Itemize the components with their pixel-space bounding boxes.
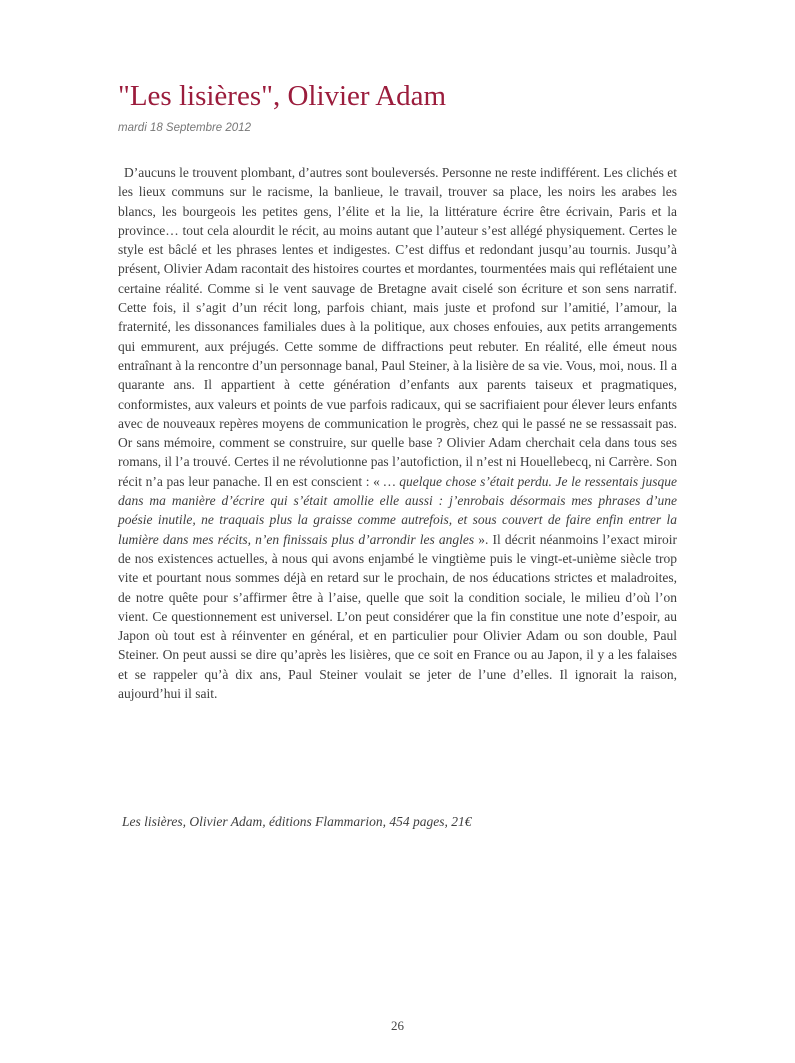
article-date: mardi 18 Septembre 2012 (118, 122, 251, 134)
article-body (118, 163, 677, 703)
book-credits: Les lisières, Olivier Adam, éditions Flammarion, 454 pages, 21€ (122, 814, 472, 829)
body-intro: D’aucuns le trouvent plombant, d’autres sont bouleversés. Personne ne reste indifférent. Les clichés et les lieux communs sur le racisme, la banlieue, le travail, trouver sa place, les noirs les arabes les blancs, les bourgeois les petites gens, l’élite et la lie, la littérature écrire être écrivain, Paris et la province… tout cela alourdit le récit, au moins autant que l’auteur s’est allégé physiquement. Certes le style est bâclé et les phrases lentes et indigestes. C’est diffus et redondant jusqu’au tournis. Jusqu’à présent, Olivier Adam racontait des histoires courtes et mordantes, tourmentées mais qui reflétaient une certaine réalité. Comme si le vent sauvage de Bretagne avait ciselé son écriture et son sens narratif. Cette fois, il s’agit d’un récit long, parfois chiant, mais juste et profond sur l’amitié, l’amour, la fraternité, les dissonances familiales dues à la politique, aux choses enfouies, aux petits arrangements qui emmurent, aux préjugés. Cette somme de diffractions peut rebuter. En réalité, elle émeut nous entraînant à la rencontre d’un personnage banal, Paul Steiner, à la lisière de sa vie. Vous, moi, nous. Il a quarante ans. Il appartient à cette génération d’enfants aux parents taiseux et pragmatiques, conformistes, aux valeurs et points de vue parfois radicaux, qui se sacrifiaient pour élever leurs enfants avec de nouveaux repères moyens de communication le progrès, chez qui le passé ne se ressassait pas. Or sans mémoire, comment se construire, sur quelle base ? Olivier Adam cherchait cela dans tous ses romans, il l’a trouvé. Certes il ne révolutionne pas l’autofiction, il n’est ni Houellebecq, ni Carrère. Son récit n’a pas leur panache. Il en est conscient : « (118, 165, 677, 489)
body-quote: … quelque chose s’était perdu. Je le ressentais jusque dans ma manière d’écrire qui s’était amollie elle aussi : j’enrobais désormais mes phrases d’une poésie inutile, ne traquais plus la graisse comme autrefois, et sous couvert de faire enfin entrer la lumière dans mes récits, n’en finissais plus d’arrondir les angles (118, 473, 678, 547)
page-number: 26 (391, 1018, 404, 1033)
article-title: "Les lisières", Olivier Adam (118, 80, 447, 112)
body-outro: ». Il décrit néanmoins l’exact miroir de nos existences actuelles, à nous qui avons enjambé le vingtième puis le vingt-et-unième siècle trop vite et pourtant nous sommes déjà en retard sur le prochain, de nos éducations strictes et maladroites, de notre quête pour s’affirmer être à l’aise, quelle que soit la condition sociale, le milieu d’où l’on vient. Ce questionnement est universel. L’on peut considérer que la fin constitue une note d’espoir, au Japon où tout est à réinventer en général, et en particulier pour Olivier Adam ou son double, Paul Steiner. On peut aussi se dire qu’après les lisières, que ce soit en France ou au Japon, il y a les falaises et se rappeler qu’à dix ans, Paul Steiner voulait se jeter de l’une d’elles. Il ignorait la raison, aujourd’hui il sait. (118, 531, 677, 702)
